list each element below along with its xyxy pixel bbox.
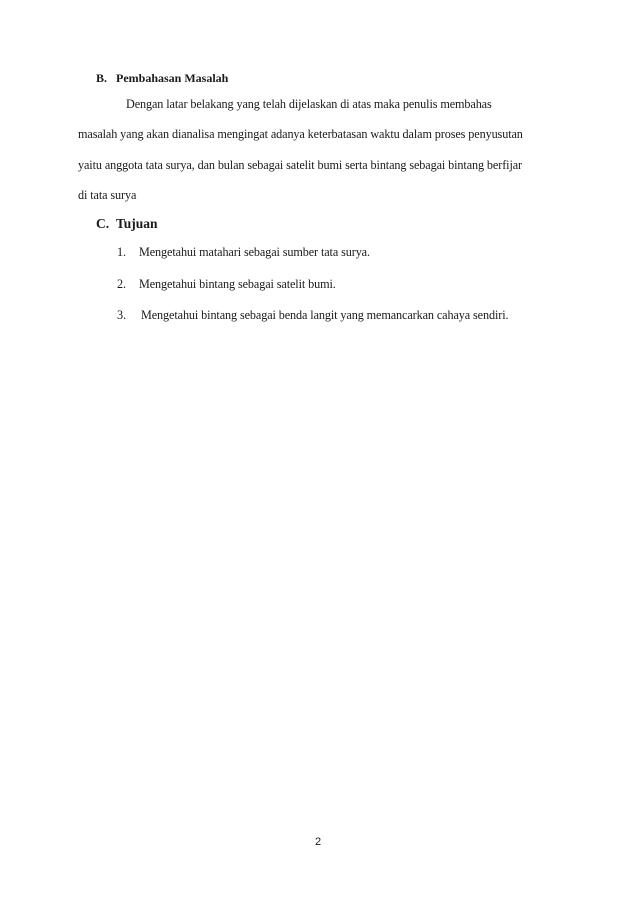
section-b-heading	[96, 71, 228, 86]
list-item-number: 3.	[117, 308, 126, 322]
section-c-heading	[96, 216, 158, 232]
page-number: 2	[315, 836, 322, 848]
section-b-marker: B.	[96, 71, 108, 85]
section-b-title: Pembahasan Masalah	[116, 71, 229, 85]
list-item	[117, 308, 508, 323]
list-item	[117, 245, 370, 260]
list-item-number: 1.	[117, 245, 126, 259]
list-item	[117, 277, 336, 292]
section-c-marker: C.	[96, 216, 110, 231]
section-c-title: Tujuan	[116, 216, 158, 231]
paragraph-line-4: di tata surya	[78, 188, 137, 202]
list-item-text: Mengetahui bintang sebagai satelit bumi.	[139, 277, 336, 291]
list-item-text: Mengetahui bintang sebagai benda langit yang memancarkan cahaya sendiri.	[141, 308, 509, 322]
paragraph-line-3: yaitu anggota tata surya, dan bulan sebagai satelit bumi serta bintang sebagai bintang berfijar	[78, 158, 522, 172]
paragraph-line-1: Dengan latar belakang yang telah dijelaskan di atas maka penulis membahas	[126, 97, 492, 111]
list-item-text: Mengetahui matahari sebagai sumber tata surya.	[139, 245, 370, 259]
paragraph-line-2: masalah yang akan dianalisa mengingat adanya keterbatasan waktu dalam proses penyusutan	[78, 127, 523, 141]
list-item-number: 2.	[117, 277, 126, 291]
